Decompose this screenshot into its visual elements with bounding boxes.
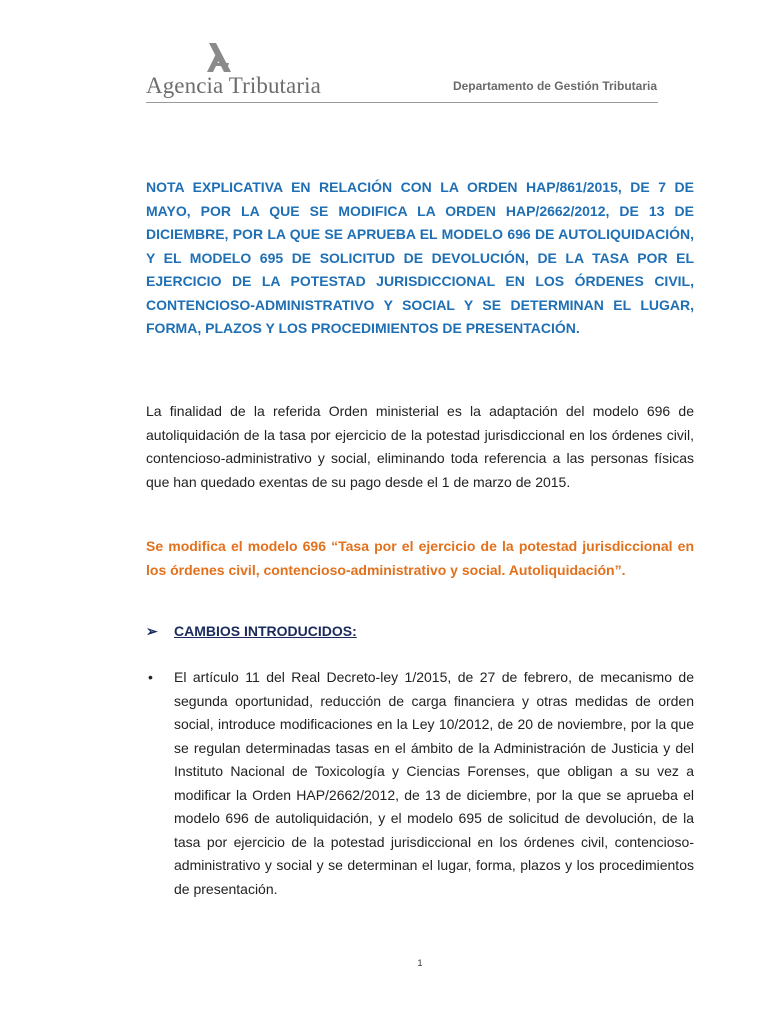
intro-paragraph: La finalidad de la referida Orden ministerial es la adaptación del modelo 696 de autoliquidación de la tasa por ejercicio de la potestad jurisdiccional en los órdenes civil, contencioso-administrativo y social, eliminando toda referencia a las personas físicas que han quedado exentas de su pago desde el 1 de marzo de 2015.	[146, 403, 694, 490]
arrow-bullet-icon: ➢	[146, 623, 158, 639]
header-divider	[146, 102, 658, 103]
modification-notice: Se modifica el modelo 696 “Tasa por el ejercicio de la potestad jurisdiccional en los órdenes civil, contencioso-administrativo y social. Autoliquidación”.	[146, 538, 694, 578]
logo-text: Agencia Tributaria	[146, 73, 321, 98]
document-title: NOTA EXPLICATIVA EN RELACIÓN CON LA ORDEN HAP/861/2015, DE 7 DE MAYO, POR LA QUE SE MODIFICA LA ORDEN HAP/2662/2012, DE 13 DE DICIEMBRE, POR LA QUE SE APRUEBA EL MODELO 696 DE AUTOLIQUIDACIÓN, Y EL MODELO 695 DE SOLICITUD DE DEVOLUCIÓN, DE LA TASA POR EL EJERCICIO DE LA POTESTAD JURISDICCIONAL EN LOS ÓRDENES CIVIL, CONTENCIOSO-ADMINISTRATIVO Y SOCIAL Y SE DETERMINAN EL LUGAR, FORMA, PLAZOS Y LOS PROCEDIMIENTOS DE PRESENTACIÓN.	[146, 179, 694, 336]
list-item	[146, 666, 694, 901]
section-title: CAMBIOS INTRODUCIDOS:	[174, 623, 357, 639]
agencia-tributaria-logo	[146, 42, 321, 100]
list-item-text: El artículo 11 del Real Decreto-ley 1/2015, de 27 de febrero, de mecanismo de segunda oportunidad, reducción de carga financiera y otras medidas de orden social, introduce modificaciones en la Ley 10/2012, de 20 de noviembre, por la que se regulan determinadas tasas en el ámbito de la Administración de Justicia y del Instituto Nacional de Toxicología y Ciencias Forenses, que obligan a su vez a modificar la Orden HAP/2662/2012, de 13 de diciembre, por la que se aprueba el modelo 696 de autoliquidación, y el modelo 695 de solicitud de devolución, de la tasa por ejercicio de la potestad jurisdiccional en los órdenes civil, contencioso-administrativo y social y se determinan el lugar, forma, plazos y los procedimientos de presentación.	[174, 669, 694, 897]
section-heading	[146, 623, 357, 640]
page-number: 1	[417, 958, 423, 968]
agencia-tributaria-emblem-icon	[201, 42, 235, 76]
bullet-icon: •	[148, 669, 153, 685]
department-name: Departamento de Gestión Tributaria	[452, 79, 657, 93]
